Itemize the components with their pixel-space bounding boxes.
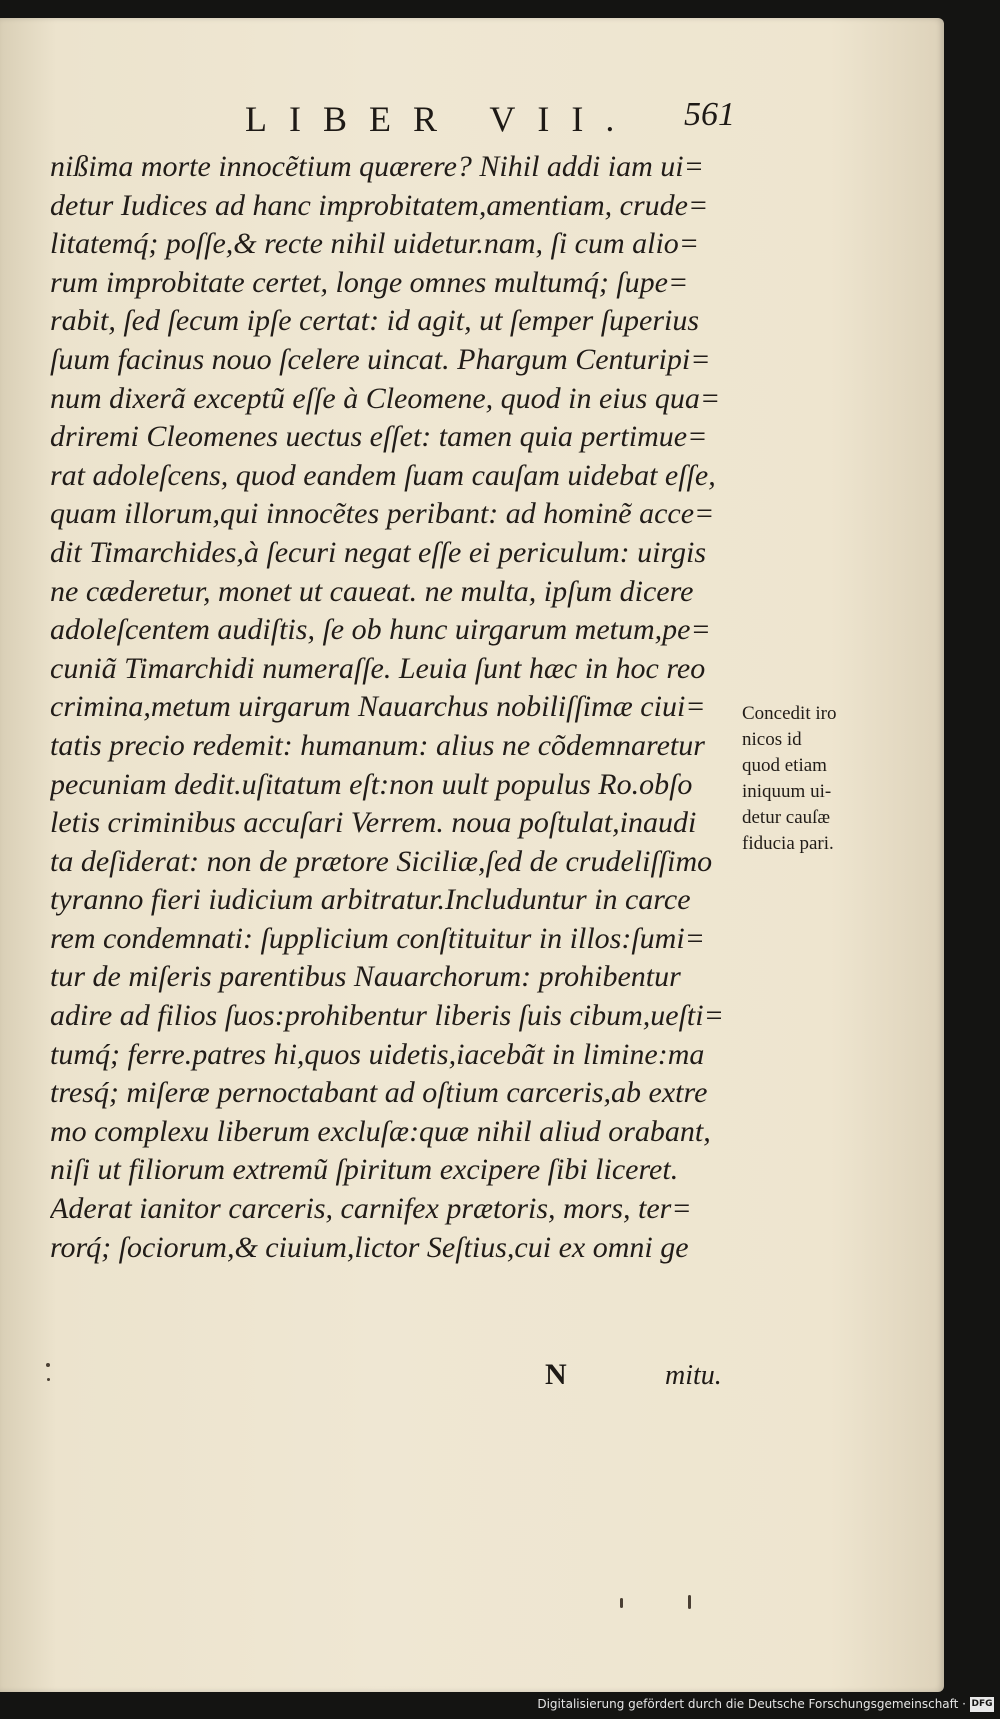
text-line: tresq́; miſeræ pernoctabant ad oſtium carceris,ab extre (50, 1076, 708, 1110)
marginal-note-line: fiducia pari. (742, 833, 834, 854)
text-line: rorq́; ſociorum,& ciuium,lictor Seſtius,cui ex omni ge (50, 1230, 689, 1264)
paper-speck (47, 1378, 50, 1381)
text-line: rum improbitate certet, longe omnes multumq́; ſupe= (50, 265, 689, 299)
text-line: cuniã Timarchidi numeraſſe. Leuia ſunt hæc in hoc reo (50, 651, 706, 685)
text-line: adire ad filios ſuos:prohibentur liberis ſuis cibum,ueſti= (50, 999, 724, 1033)
text-line: dit Timarchides,à ſecuri negat eſſe ei periculum: uirgis (50, 535, 707, 569)
running-head: LIBER VII. (245, 99, 637, 139)
dfg-logo: DFG (970, 1697, 994, 1712)
text-line: adoleſcentem audiſtis, ſe ob hunc uirgarum metum,pe= (50, 613, 711, 647)
text-line: rabit, ſed ſecum ipſe certat: id agit, ut ſemper ſuperius (50, 304, 700, 338)
funding-note: Digitalisierung gefördert durch die Deutsche Forschungsgemeinschaft · (537, 1697, 966, 1711)
text-line: tumq́; ferre.patres hi,quos uidetis,iacebãt in limine:ma (50, 1037, 705, 1071)
marginal-note-line: iniquum ui- (742, 781, 832, 802)
marginal-note-line: quod etiam (742, 755, 827, 776)
text-line: crimina,metum uirgarum Nauarchus nobiliſſimæ ciui= (50, 690, 706, 724)
text-line: tyranno fieri iudicium arbitratur.Includuntur in carce (50, 883, 691, 917)
text-line: niſi ut filiorum extremũ ſpiritum excipere ſibi liceret. (50, 1153, 679, 1187)
catchword: mitu. (665, 1360, 722, 1391)
text-line: rat adoleſcens, quod eandem ſuam cauſam uidebat eſſe, (50, 458, 716, 492)
text-line: rem condemnati: ſupplicium conſtituitur in illos:ſumi= (50, 921, 705, 955)
digitization-footer (0, 1692, 1000, 1719)
text-line: tur de miſeris parentibus Nauarchorum: prohibentur (50, 960, 681, 994)
text-line: quam illorum,qui innocẽtes peribant: ad hominẽ acce= (50, 497, 715, 531)
text-line: letis criminibus accuſari Verrem. noua poſtulat,inaudi (50, 806, 697, 840)
text-line: driremi Cleomenes uectus eſſet: tamen quia pertimue= (50, 420, 708, 454)
text-line: nißima morte innocẽtium quærere? Nihil addi iam ui= (50, 150, 704, 183)
marginal-note-line: Concedit iro (742, 703, 837, 724)
page-number: 561 (684, 96, 735, 133)
paper-speck (688, 1595, 691, 1609)
book-page (0, 18, 944, 1692)
text-line: pecuniam dedit.uſitatum eſt:non uult populus Ro.obſo (50, 767, 693, 801)
text-line: mo complexu liberum excluſæ:quæ nihil aliud orabant, (50, 1114, 711, 1148)
marginal-note (742, 701, 892, 857)
marginal-note-line: detur cauſæ (742, 807, 831, 828)
text-line: litatemq́; poſſe,& recte nihil uidetur.nam, ſi cum alio= (50, 227, 700, 261)
text-line: ſuum facinus nouo ſcelere uincat. Phargum Centuripi= (50, 342, 711, 376)
signature-mark: N (545, 1358, 567, 1391)
text-line: ta deſiderat: non de prætore Siciliæ,ſed de crudeliſſimo (50, 844, 713, 878)
text-line: tatis precio redemit: humanum: alius ne cõdemnaretur (50, 728, 705, 762)
main-text-block (50, 148, 740, 1267)
page-header (0, 96, 944, 139)
text-line: Aderat ianitor carceris, carnifex prætoris, mors, ter= (50, 1192, 692, 1226)
paper-speck (620, 1598, 623, 1608)
text-line: detur Iudices ad hanc improbitatem,amentiam, crude= (50, 188, 709, 222)
page-footer (0, 1358, 944, 1398)
text-line: ne cæderetur, monet ut caueat. ne multa, ipſum dicere (50, 574, 694, 608)
marginal-note-line: nicos id (742, 729, 802, 750)
paper-speck (46, 1363, 50, 1367)
text-line: num dixerã exceptũ eſſe à Cleomene, quod in eius qua= (50, 381, 721, 415)
